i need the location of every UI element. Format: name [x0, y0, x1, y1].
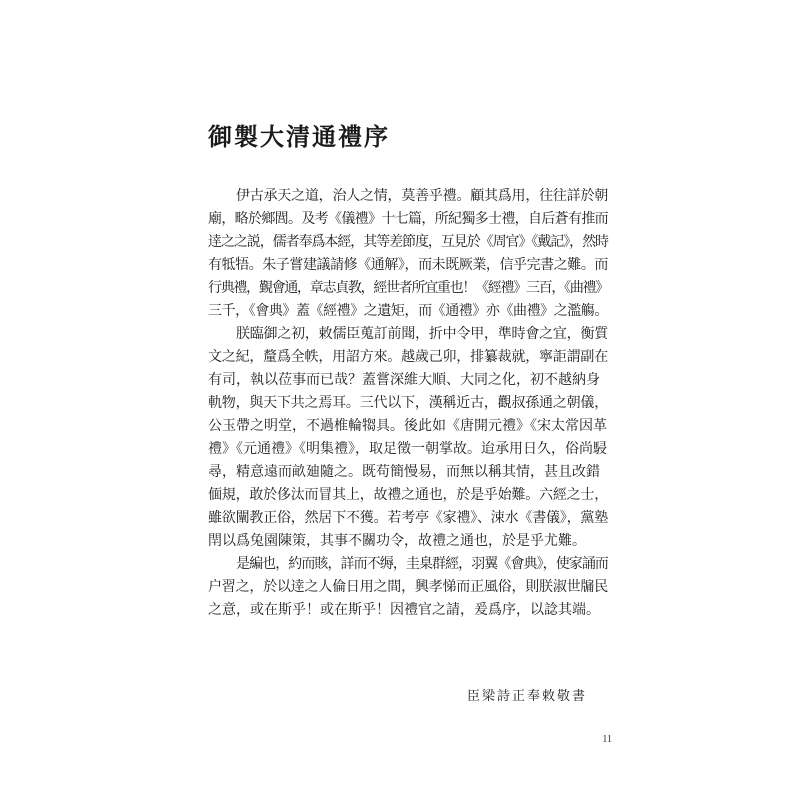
signature: 臣梁詩正奉敕敬書 [466, 689, 587, 704]
text-line: 伊古承天之道，治人之情，莫善乎禮。顧其爲用，往往詳於朝 [236, 188, 608, 204]
text-line: 禮》《元通禮》《明集禮》，取足徵一朝掌故。迨承用日久，俗尚駸 [208, 441, 607, 457]
text-line: 文之紀，釐爲全帙，用詔方來。越歲己卯，排纂裁就，寧詎謂副在 [208, 349, 608, 365]
text-line: 偭規，敢於侈汰而冒其上，故禮之通也，於是乎始難。六經之士， [208, 487, 608, 503]
text-line: 之意，或在斯乎！或在斯乎！因禮官之請，爰爲序，以諗其端。 [208, 602, 600, 618]
text-line: 行典禮，覲會通，章志貞教，經世者所宜重也！《經禮》三百，《曲禮》 [208, 280, 608, 296]
text-line: 有牴牾。朱子嘗建議請修《通解》，而未既厥業，信乎完書之難。而 [208, 257, 608, 273]
page-title: 御製大清通禮序 [208, 122, 390, 151]
text-line: 逹之之説，儒者奉爲本經，其等差節度，互見於《周官》《戴記》，然時 [208, 234, 608, 250]
text-line: 朕臨御之初，敕儒臣蒐訂前聞，折中令甲，準時會之宜，衡質 [236, 326, 608, 342]
text-line: 雖欲闡教正俗，然居下不獲。若考亭《家禮》、涑水《書儀》，黨塾 [208, 510, 608, 526]
text-line: 軌物，與天下共之焉耳。三代以下，漢稱近古，觀叔孫通之朝儀， [208, 395, 608, 411]
text-line: 廟，略於鄉閭。及考《儀禮》十七篇，所紀獨多士禮，自后蒼有推而 [208, 211, 608, 227]
page-number: 11 [602, 734, 612, 745]
text-line: 閈以爲兔園陳策，其事不關功令，故禮之通也，於是乎尤難。 [208, 533, 586, 549]
text-line: 户習之，於以逹之人倫日用之間，興孝悌而正風俗，則朕淑世牖民 [208, 579, 608, 595]
body-text [208, 185, 608, 622]
text-line: 尋，精意遠而畝廸隨之。既苟簡慢易，而無以稱其情，甚且改錯 [208, 464, 600, 480]
text-line: 三千，《會典》蓋《經禮》之遺矩，而《通禮》亦《曲禮》之濫觴。 [208, 303, 608, 319]
text-line: 有司，執以莅事而已哉？蓋嘗深維大順、大同之化，初不越納身 [208, 372, 600, 388]
text-line: 是編也，約而賅，詳而不缛，圭臬群經，羽翼《會典》，使家誦而 [236, 556, 608, 572]
text-line: 公玉帶之明堂，不過椎輪犓具。後此如《唐開元禮》《宋太常因革 [208, 418, 607, 434]
